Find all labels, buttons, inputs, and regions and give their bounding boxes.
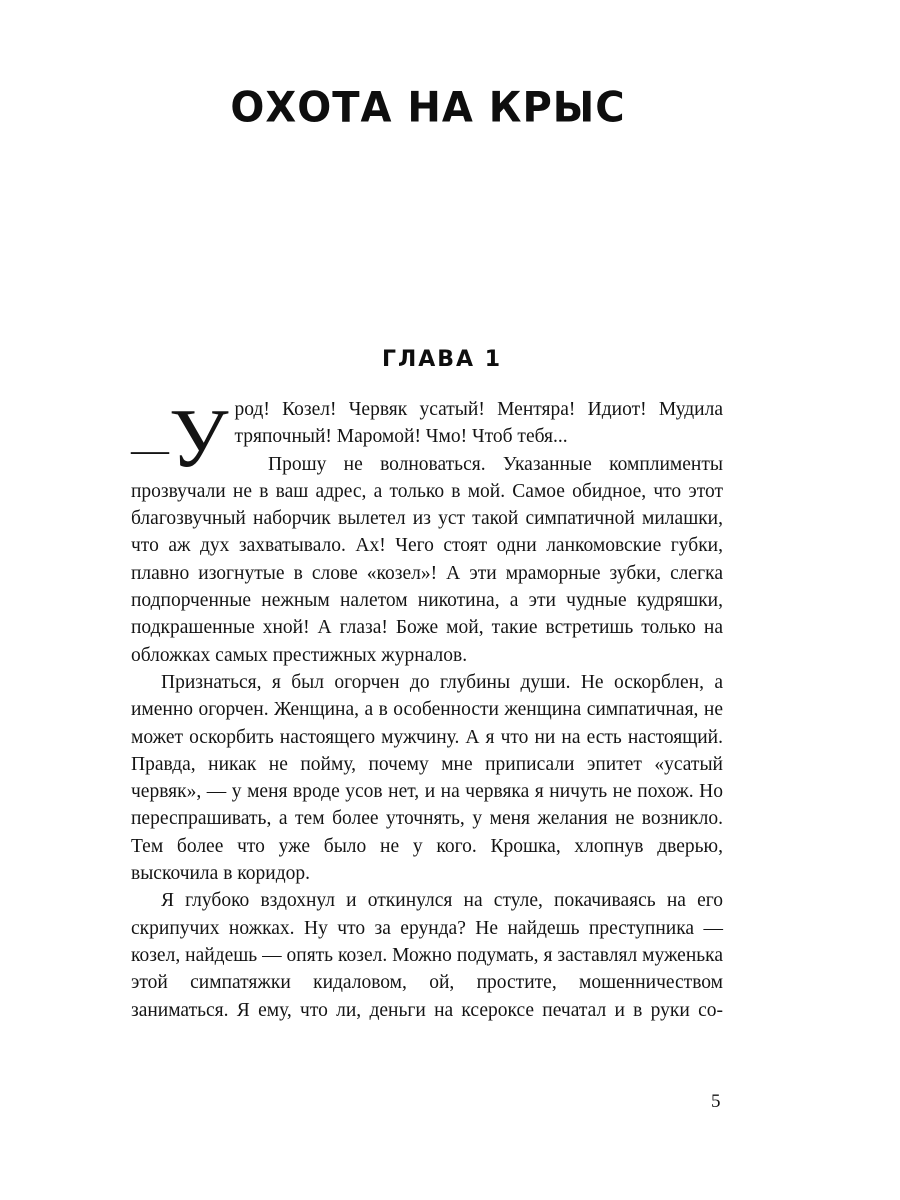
page-number: 5 [711,1091,721,1112]
paragraph-3: Я глубоко вздохнул и откинулся на стуле, покачиваясь на его скрипучих ножках. Ну что за ерунда? Не найдешь преступника — козел, найдешь — опять козел. Можно подумать, я заставлял муженька этой симпатяжки кидаловом, ой, простите, мошенничеством заниматься. Я ему, что ли, деньги на ксероксе печатал и в руки со- [131,890,723,1021]
paragraph-1-line-3: Прошу не волноваться. Указанные комплименты [268,453,723,475]
paragraph-1-line-1: род! Козел! Червяк усатый! Ментяра! Идиот! Мудила [234,399,723,420]
paragraph-1-rest: прозвучали не в ваш адрес, а только в мой. Самое обидное, что этот благозвучный наборчик вылетел из уст такой симпатичной милашки, что аж дух захватывало. Ах! Чего стоят одни ланкомовские губки, плавно изогнутые в слове «козел»! А эти мраморные зубки, слегка подпорченные нежным налетом никотина, а эти чудные кудряшки, подкрашенные хной! А глаза! Боже мой, такие встретишь только на обложках самых престижных журналов. [131,480,723,666]
drop-cap-letter: У [169,392,229,485]
paragraph-2: Признаться, я был огорчен до глубины души. Не оскорблен, а именно огорчен. Женщина, а в особенности женщина симпатичная, не может оскорбить настоящего мужчину. А я что ни на есть настоящий. Правда, никак не пойму, почему мне приписали эпитет «усатый червяк», — у меня вроде усов нет, и на червяка я ничуть не похож. Но переспрашивать, а тем более уточнять, у меня желания не возникло. Тем более что уже было не у кого. Крошка, хлопнув дверью, выскочила в коридор. [131,671,723,885]
book-title: ОХОТА НА КРЫС [230,83,626,133]
chapter-title: ГЛАВА 1 [381,347,503,372]
drop-cap-dash: — [131,429,169,471]
drop-cap [131,392,229,485]
body-text [131,392,723,1024]
paragraph-1-line-2: тряпочный! Маромой! Чмо! Чтоб тебя... [234,426,568,448]
paragraph-1 [131,392,723,669]
